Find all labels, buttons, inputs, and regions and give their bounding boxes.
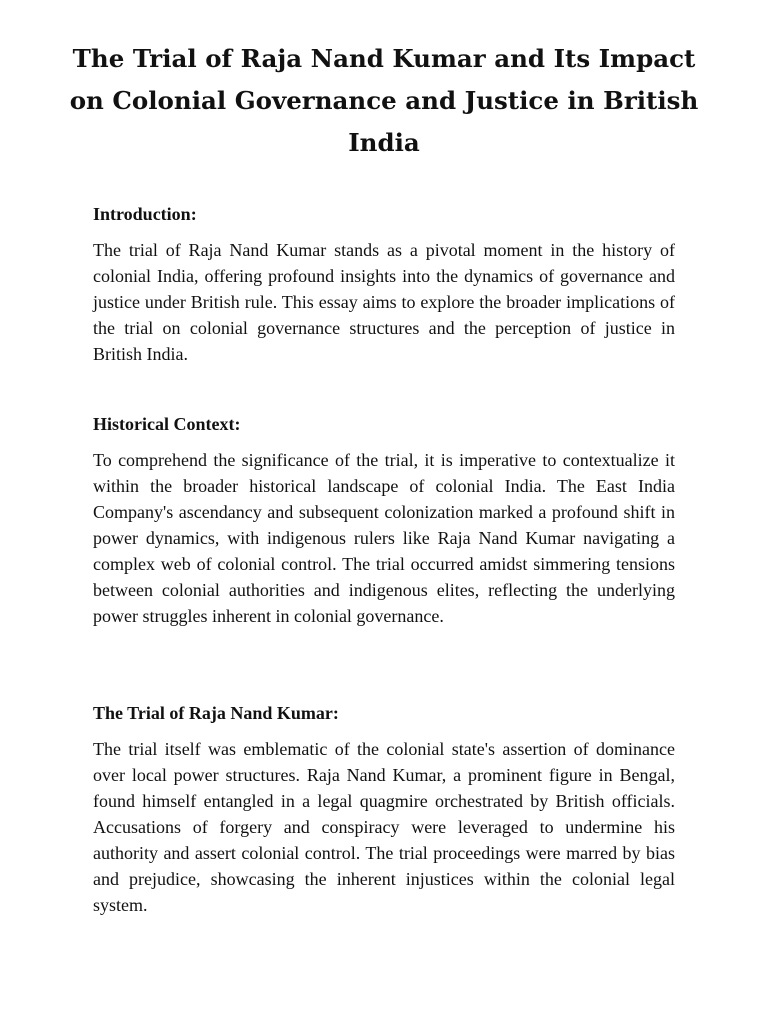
section-introduction bbox=[93, 203, 675, 367]
section-trial bbox=[93, 702, 675, 918]
section-paragraph: To comprehend the significance of the trial, it is imperative to contextualize it within the broader historical landscape of colonial India. The East India Company's ascendancy and subsequent colonization marked a profound shift in power dynamics, with indigenous rulers like Raja Nand Kumar navigating a complex web of colonial control. The trial occurred amidst simmering tensions between colonial authorities and indigenous elites, reflecting the underlying power struggles inherent in colonial governance. bbox=[93, 450, 675, 626]
section-historical-context bbox=[93, 413, 675, 629]
section-heading: Historical Context: bbox=[93, 414, 241, 434]
section-heading: The Trial of Raja Nand Kumar: bbox=[93, 703, 339, 723]
section-paragraph: The trial itself was emblematic of the colonial state's assertion of dominance over local power structures. Raja Nand Kumar, a prominent figure in Bengal, found himself entangled in a legal quagmire orchestrated by British officials. Accusations of forgery and conspiracy were leveraged to undermine his authority and assert colonial control. The trial proceedings were marred by bias and prejudice, showcasing the inherent injustices within the colonial legal system. bbox=[93, 739, 675, 915]
document-title: The Trial of Raja Nand Kumar and Its Impact on Colonial Governance and Justice in British India bbox=[69, 44, 699, 157]
section-heading: Introduction: bbox=[93, 204, 197, 224]
section-paragraph: The trial of Raja Nand Kumar stands as a pivotal moment in the history of colonial India, offering profound insights into the dynamics of governance and justice under British rule. This essay aims to explore the broader implications of the trial on colonial governance structures and the perception of justice in British India. bbox=[93, 240, 675, 364]
